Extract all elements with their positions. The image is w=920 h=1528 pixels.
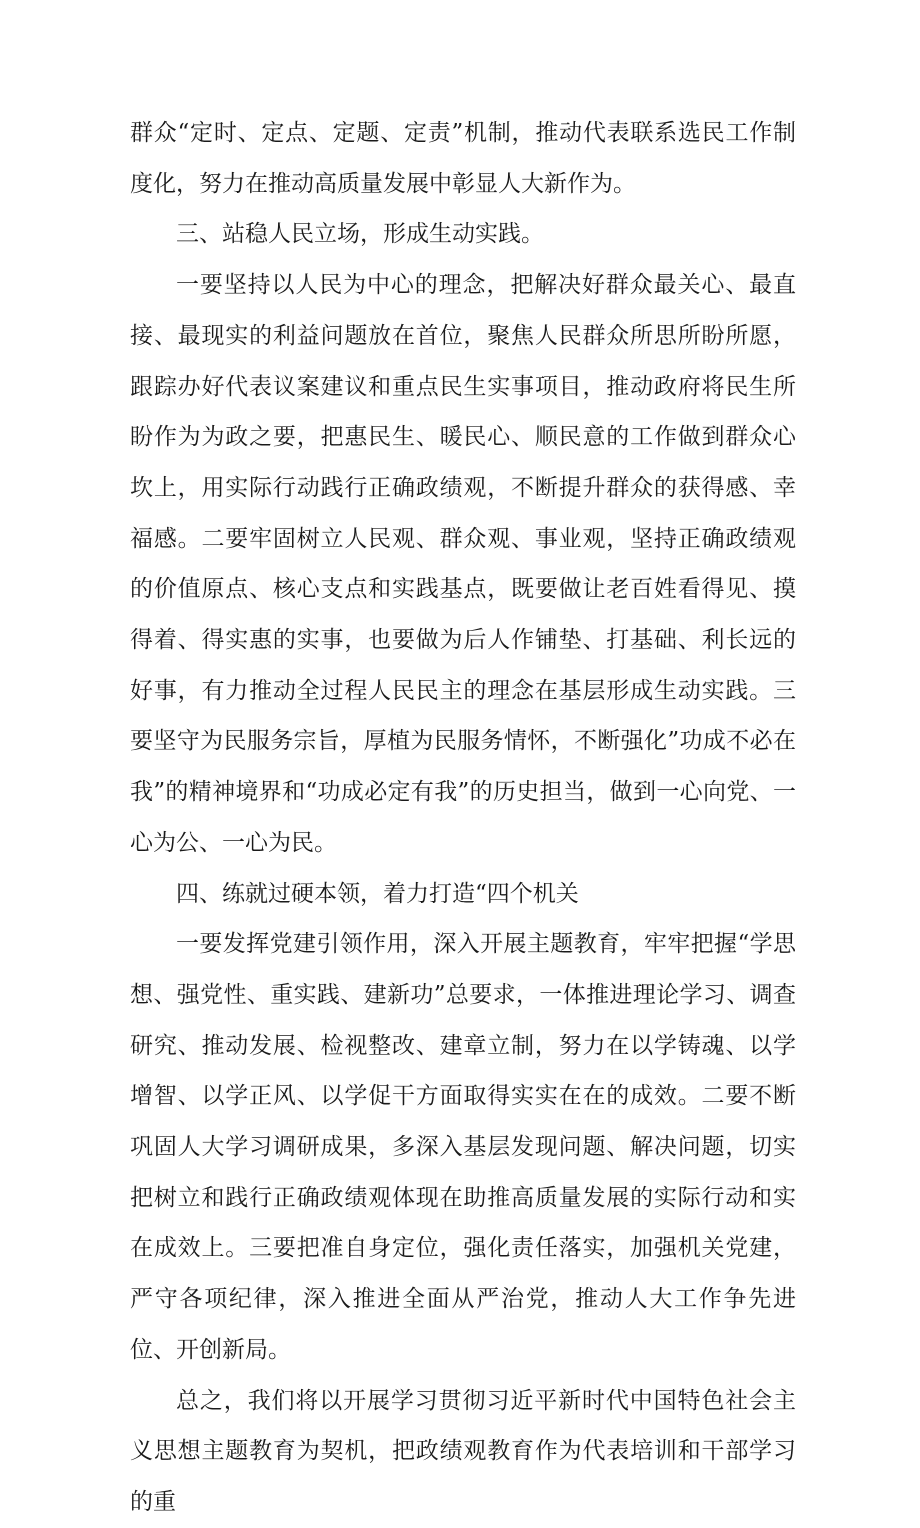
paragraph-continuation: 群众“定时、定点、定题、定责”机制，推动代表联系选民工作制度化，努力在推动高质量发展中彰显人大新作为。: [130, 120, 796, 197]
document-body: [130, 108, 796, 1528]
paragraph-people-stance: 一要坚持以人民为中心的理念，把解决好群众最关心、最直接、最现实的利益问题放在首位，聚焦人民群众所思所盼所愿，跟踪办好代表议案建议和重点民生实事项目，推动政府将民生所盼作为为政之要，把惠民生、暖民心、顺民意的工作做到群众心坎上，用实际行动践行正确政绩观，不断提升群众的获得感、幸福感。二要牢固树立人民观、群众观、事业观，坚持正确政绩观的价值原点、核心支点和实践基点，既要做让老百姓看得见、摸得着、得实惠的实事，也要做为后人作铺垫、打基础、利长远的好事，有力推动全过程人民民主的理念在基层形成生动实践。三要坚守为民服务宗旨，厚植为民服务情怀，不断强化”功成不必在我”的精神境界和“功成必定有我”的历史担当，做到一心向党、一心为公、一心为民。: [130, 272, 796, 856]
section-heading-four: 四、练就过硬本领，着力打造“四个机关: [176, 880, 579, 907]
section-heading-three: 三、站稳人民立场，形成生动实践。: [176, 221, 544, 248]
paragraph-conclusion: 总之，我们将以开展学习贯彻习近平新时代中国特色社会主义思想主题教育为契机，把政绩观教育作为代表培训和干部学习的重: [130, 1387, 796, 1515]
paragraph-four-organs: 一要发挥党建引领作用，深入开展主题教育，牢牢把握“学思想、强党性、重实践、建新功”总要求，一体推进理论学习、调查研究、推动发展、检视整改、建章立制，努力在以学铸魂、以学增智、以学正风、以学促干方面取得实实在在的成效。二要不断巩固人大学习调研成果，多深入基层发现问题、解决问题，切实把树立和践行正确政绩观体现在助推高质量发展的实际行动和实在成效上。三要把准自身定位，强化责任落实，加强机关党建，严守各项纪律，深入推进全面从严治党，推动人大工作争先进位、开创新局。: [130, 931, 796, 1363]
